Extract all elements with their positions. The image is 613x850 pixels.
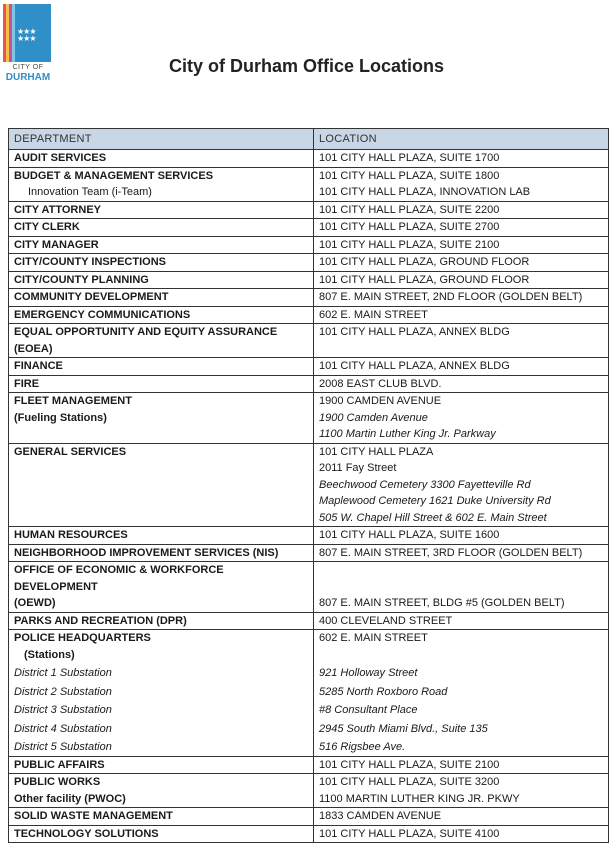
location-cell bbox=[314, 774, 609, 808]
table-row bbox=[9, 167, 609, 201]
header-location: LOCATION bbox=[314, 129, 609, 150]
location-cell: 602 E. MAIN STREET bbox=[314, 630, 609, 664]
table-row bbox=[9, 201, 609, 219]
dept-cell: District 2 Substation bbox=[9, 682, 314, 701]
dept-cell: AUDIT SERVICES bbox=[9, 150, 314, 168]
dept-sub: Innovation Team (i-Team) bbox=[28, 186, 152, 198]
location-cell: 516 Rigsbee Ave. bbox=[314, 737, 609, 756]
dept-cell: TECHNOLOGY SOLUTIONS bbox=[9, 825, 314, 843]
table-row bbox=[9, 443, 609, 527]
location-cell: 807 E. MAIN STREET, BLDG #5 (GOLDEN BELT) bbox=[314, 562, 609, 613]
location-line: 101 CITY HALL PLAZA bbox=[319, 445, 434, 458]
location-line: 505 W. Chapel Hill Street & 602 E. Main Street bbox=[319, 511, 547, 524]
location-line: Beechwood Cemetery 3300 Fayetteville Rd bbox=[319, 478, 531, 491]
location-line: Maplewood Cemetery 1621 Duke University Rd bbox=[319, 495, 551, 507]
dept-cell: EMERGENCY COMMUNICATIONS bbox=[9, 306, 314, 324]
table-row bbox=[9, 562, 609, 613]
location-cell: 101 CITY HALL PLAZA, SUITE 2100 bbox=[314, 236, 609, 254]
table-row bbox=[9, 700, 609, 719]
dept-cell: District 5 Substation bbox=[9, 737, 314, 756]
location-cell: 807 E. MAIN STREET, 2ND FLOOR (GOLDEN BELT) bbox=[314, 289, 609, 307]
logo-stars-icon: ★★★ ★★★ bbox=[17, 27, 36, 43]
dept-cell: District 4 Substation bbox=[9, 719, 314, 738]
location-line: 1100 Martin Luther King Jr. Parkway bbox=[319, 428, 496, 440]
dept-cell: FINANCE bbox=[9, 358, 314, 376]
dept-name: BUDGET & MANAGEMENT SERVICES bbox=[14, 169, 214, 182]
logo-text-city-of: CITY OF bbox=[12, 64, 44, 71]
location-cell: 400 CLEVELAND STREET bbox=[314, 612, 609, 630]
table-row bbox=[9, 254, 609, 272]
table-row bbox=[9, 808, 609, 826]
table-row bbox=[9, 150, 609, 168]
table-row bbox=[9, 289, 609, 307]
dept-cell bbox=[9, 167, 314, 201]
location-cell: 101 CITY HALL PLAZA, GROUND FLOOR bbox=[314, 271, 609, 289]
logo-graphic bbox=[3, 4, 51, 62]
dept-cell bbox=[9, 562, 314, 613]
location-cell: 101 CITY HALL PLAZA, SUITE 1600 bbox=[314, 527, 609, 545]
dept-cell: EQUAL OPPORTUNITY AND EQUITY ASSURANCE (EOEA) bbox=[9, 324, 314, 358]
location-cell: 101 CITY HALL PLAZA, ANNEX BLDG bbox=[314, 358, 609, 376]
location-cell: 2008 EAST CLUB BLVD. bbox=[314, 375, 609, 393]
dept-cell: District 3 Substation bbox=[9, 700, 314, 719]
location-cell: 807 E. MAIN STREET, 3RD FLOOR (GOLDEN BELT) bbox=[314, 544, 609, 562]
table-row bbox=[9, 527, 609, 545]
table-row bbox=[9, 737, 609, 756]
dept-cell: CITY ATTORNEY bbox=[9, 201, 314, 219]
location-cell bbox=[314, 393, 609, 444]
logo-stripes bbox=[3, 4, 15, 62]
table-header-row bbox=[9, 129, 609, 150]
dept-cell: CITY/COUNTY PLANNING bbox=[9, 271, 314, 289]
location-cell: 101 CITY HALL PLAZA, ANNEX BLDG bbox=[314, 324, 609, 358]
location-line: 101 CITY HALL PLAZA, SUITE 1800 bbox=[319, 169, 500, 182]
dept-sub: (Stations) bbox=[24, 648, 75, 661]
table-row bbox=[9, 219, 609, 237]
location-cell: 5285 North Roxboro Road bbox=[314, 682, 609, 701]
location-line: 101 CITY HALL PLAZA, INNOVATION LAB bbox=[319, 186, 531, 198]
header-department: DEPARTMENT bbox=[9, 129, 314, 150]
location-line: 1900 Camden Avenue bbox=[319, 411, 428, 424]
dept-name: FLEET MANAGEMENT bbox=[14, 395, 132, 407]
table-row bbox=[9, 756, 609, 774]
location-cell bbox=[314, 167, 609, 201]
logo-text-durham: DURHAM bbox=[5, 72, 51, 83]
dept-cell: CITY MANAGER bbox=[9, 236, 314, 254]
dept-cell: District 1 Substation bbox=[9, 663, 314, 682]
table-row bbox=[9, 236, 609, 254]
dept-cell: PUBLIC AFFAIRS bbox=[9, 756, 314, 774]
dept-cell bbox=[9, 393, 314, 444]
dept-cell: NEIGHBORHOOD IMPROVEMENT SERVICES (NIS) bbox=[9, 544, 314, 562]
location-line: 1100 MARTIN LUTHER KING JR. PKWY bbox=[319, 792, 520, 805]
table-row bbox=[9, 306, 609, 324]
table-row bbox=[9, 375, 609, 393]
location-cell: 602 E. MAIN STREET bbox=[314, 306, 609, 324]
location-cell bbox=[314, 443, 609, 527]
location-line: 2011 Fay Street bbox=[319, 462, 397, 474]
table-row bbox=[9, 358, 609, 376]
location-cell: 101 CITY HALL PLAZA, SUITE 2700 bbox=[314, 219, 609, 237]
dept-sub: (OEWD) bbox=[14, 597, 56, 609]
dept-name: POLICE HEADQUARTERS bbox=[14, 632, 151, 644]
dept-name: PUBLIC WORKS bbox=[14, 776, 101, 788]
location-cell: 101 CITY HALL PLAZA, SUITE 1700 bbox=[314, 150, 609, 168]
location-cell: 101 CITY HALL PLAZA, GROUND FLOOR bbox=[314, 254, 609, 272]
dept-cell bbox=[9, 630, 314, 664]
location-cell: 101 CITY HALL PLAZA, SUITE 4100 bbox=[314, 825, 609, 843]
table-row bbox=[9, 630, 609, 664]
table-row bbox=[9, 774, 609, 808]
location-cell: 1833 CAMDEN AVENUE bbox=[314, 808, 609, 826]
office-locations-table bbox=[8, 128, 609, 843]
dept-cell: PARKS AND RECREATION (DPR) bbox=[9, 612, 314, 630]
table-row bbox=[9, 324, 609, 358]
dept-cell: CITY CLERK bbox=[9, 219, 314, 237]
dept-cell: SOLID WASTE MANAGEMENT bbox=[9, 808, 314, 826]
dept-sub: Other facility (PWOC) bbox=[14, 792, 126, 805]
location-cell: #8 Consultant Place bbox=[314, 700, 609, 719]
location-cell: 101 CITY HALL PLAZA, SUITE 2100 bbox=[314, 756, 609, 774]
location-line: 1900 CAMDEN AVENUE bbox=[319, 395, 442, 407]
page-title: City of Durham Office Locations bbox=[168, 56, 445, 76]
location-cell: 2945 South Miami Blvd., Suite 135 bbox=[314, 719, 609, 738]
table-row bbox=[9, 825, 609, 843]
dept-name: OFFICE OF ECONOMIC & WORKFORCE DEVELOPMENT bbox=[14, 564, 224, 593]
dept-cell bbox=[9, 774, 314, 808]
table-row bbox=[9, 612, 609, 630]
table-row bbox=[9, 663, 609, 682]
dept-cell: FIRE bbox=[9, 375, 314, 393]
dept-cell: COMMUNITY DEVELOPMENT bbox=[9, 289, 314, 307]
dept-sub: (Fueling Stations) bbox=[14, 411, 107, 424]
location-line: 101 CITY HALL PLAZA, SUITE 3200 bbox=[319, 776, 500, 788]
table-row bbox=[9, 393, 609, 444]
table-row bbox=[9, 719, 609, 738]
table-row bbox=[9, 271, 609, 289]
dept-cell: GENERAL SERVICES bbox=[9, 443, 314, 527]
table-row bbox=[9, 682, 609, 701]
location-cell: 921 Holloway Street bbox=[314, 663, 609, 682]
location-cell: 101 CITY HALL PLAZA, SUITE 2200 bbox=[314, 201, 609, 219]
table-row bbox=[9, 544, 609, 562]
dept-cell: HUMAN RESOURCES bbox=[9, 527, 314, 545]
dept-cell: CITY/COUNTY INSPECTIONS bbox=[9, 254, 314, 272]
